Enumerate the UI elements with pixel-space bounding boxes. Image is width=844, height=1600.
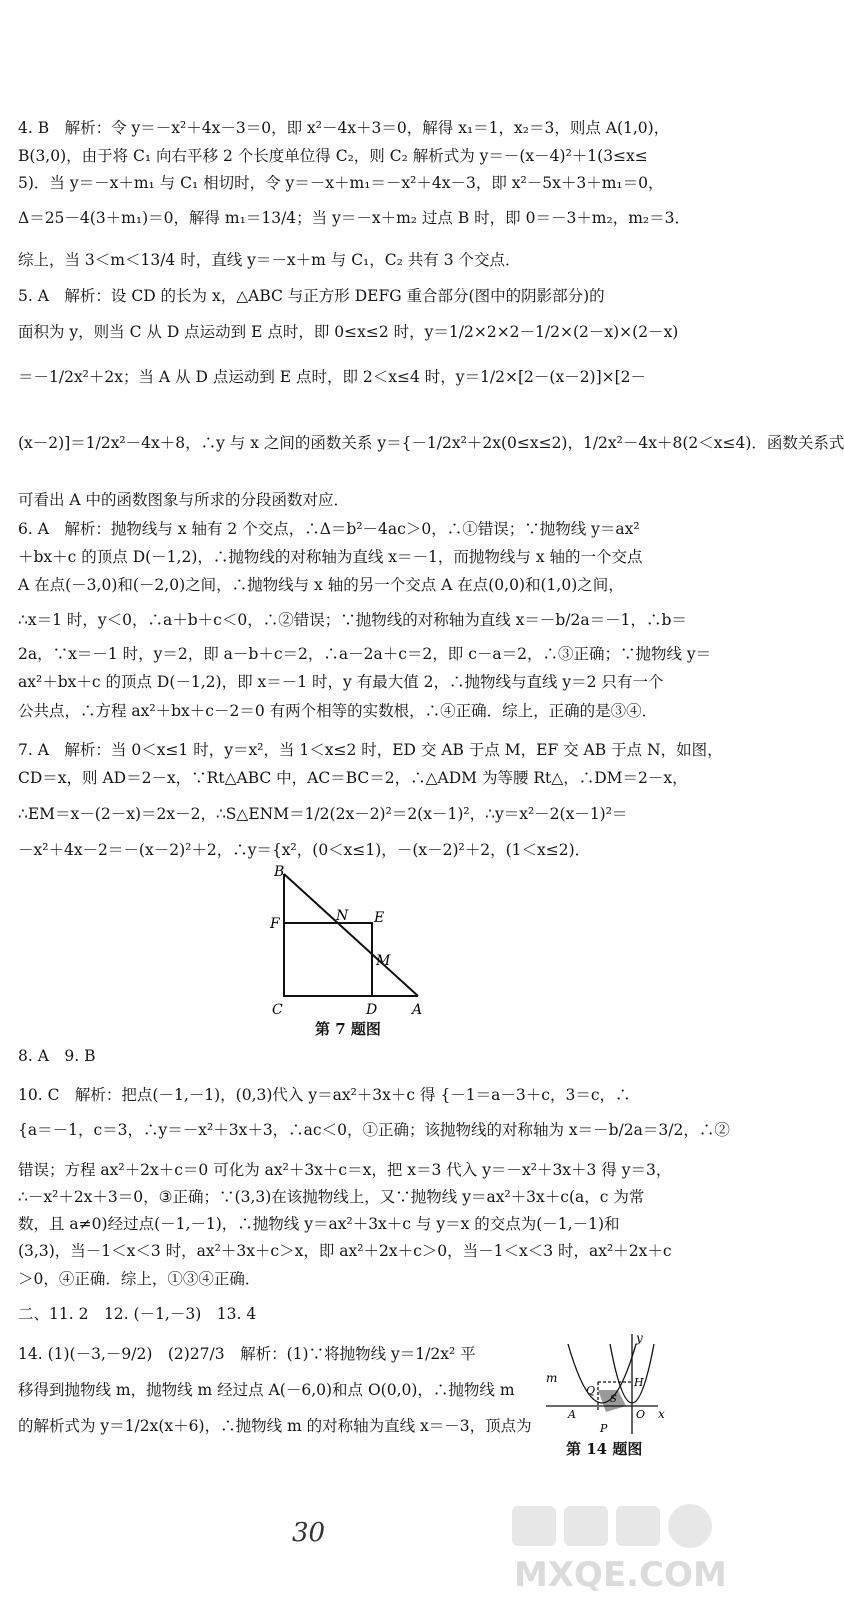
label-c: C — [272, 1002, 283, 1018]
label-a: A — [568, 1408, 576, 1421]
text-line: 数，且 a≠0)经过点(－1,－1)，∴抛物线 y＝ax²＋3x＋c 与 y＝x 的交点为(－1,－1)和 — [18, 1215, 620, 1233]
text-line: ＝－1/2x²＋2x；当 A 从 D 点运动到 E 点时，即 2＜x≤4 时，y＝1/2×[2－(x－2)]×[2－ — [18, 368, 647, 386]
text-line: 可看出 A 中的函数图象与所求的分段函数对应． — [18, 491, 350, 509]
text-line: 14. (1)(－3,－9/2) (2)27/3 解析：(1)∵将抛物线 y＝1/2x² 平 — [18, 1345, 476, 1363]
figure-14-diagram — [540, 1330, 670, 1440]
text-line: (3,3)，当－1＜x＜3 时，ax²＋3x＋c＞x，即 ax²＋2x＋c＞0，当－1＜x＜3 时，ax²＋2x＋c — [18, 1242, 672, 1260]
text-line: ∴EM＝x－(2－x)＝2x－2，∴S△ENM＝1/2(2x－2)²＝2(x－1)²，∴y＝x²－2(x－1)²＝ — [18, 805, 628, 823]
page-number: 30 — [292, 1518, 326, 1548]
text-line: 的解析式为 y＝1/2x(x＋6)，∴抛物线 m 的对称轴为直线 x＝－3，顶点为 — [18, 1417, 532, 1435]
text-line: －x²＋4x－2＝－(x－2)²＋2，∴y＝{x²，(0＜x≤1)，－(x－2)²＋2，(1＜x≤2)． — [18, 841, 591, 859]
text-line: 综上，当 3＜m＜13/4 时，直线 y＝－x＋m 与 C₁，C₂ 共有 3 个交点． — [18, 251, 521, 269]
text-line: ＞0，④正确．综上，①③④正确． — [18, 1270, 261, 1288]
label-d: D — [366, 1002, 378, 1018]
watermark-logo — [504, 1502, 734, 1595]
text-line: 面积为 y，则当 C 从 D 点运动到 E 点时，即 0≤x≤2 时，y＝1/2×2×2－1/2×(2－x)×(2－x) — [18, 323, 679, 341]
text-line: 10. C 解析：把点(－1,－1)，(0,3)代入 y＝ax²＋3x＋c 得 {－1＝a－3＋c，3＝c，∴ — [18, 1086, 631, 1104]
text-line: 4. B 解析：令 y＝－x²＋4x－3＝0，即 x²－4x＋3＝0，解得 x₁＝1，x₂＝3，则点 A(1,0)， — [18, 119, 670, 137]
square-defg — [284, 923, 372, 996]
label-h: H — [634, 1376, 644, 1389]
label-a: A — [412, 1002, 423, 1018]
text-line: 公共点，∴方程 ax²＋bx＋c－2＝0 有两个相等的实数根，∴④正确．综上，正确的是③④． — [18, 702, 658, 720]
line-ba — [284, 874, 418, 996]
text-line: 7. A 解析：当 0＜x≤1 时，y＝x²，当 1＜x≤2 时，ED 交 AB 于点 M，EF 交 AB 于点 N，如图， — [18, 741, 723, 759]
text-line: ax²＋bx＋c 的顶点 D(－1,2)，即 x＝－1 时，y 有最大值 2，∴抛物线与直线 y＝2 只有一个 — [18, 673, 664, 691]
text-line: 5)．当 y＝－x＋m₁ 与 C₁ 相切时，令 y＝－x＋m₁＝－x²＋4x－3，即 x²－5x＋3＋m₁＝0， — [18, 174, 664, 192]
text-line: (x－2)]＝1/2x²－4x＋8，∴y 与 x 之间的函数关系 y＝{－1/2x²＋2x(0≤x≤2)，1/2x²－4x＋8(2＜x≤4)．函数关系式 — [18, 434, 844, 452]
text-line: B(3,0)，由于将 C₁ 向右平移 2 个长度单位得 C₂，则 C₂ 解析式为 y＝－(x－4)²＋1(3≤x≤ — [18, 147, 648, 165]
label-n: N — [336, 908, 349, 924]
text-line: Δ＝25－4(3＋m₁)＝0，解得 m₁＝13/4；当 y＝－x＋m₂ 过点 B 时，即 0＝－3＋m₂，m₂＝3． — [18, 209, 690, 227]
text-line: 8. A 9. B — [18, 1047, 96, 1065]
label-e: E — [374, 910, 385, 926]
label-m: M — [376, 953, 391, 969]
text-line: ∴x＝1 时，y＜0，∴a＋b＋c＜0，∴②错误；∵抛物线的对称轴为直线 x＝－b/2a＝－1，∴b＝ — [18, 611, 687, 629]
text-line: ∴－x²＋2x＋3＝0，③正确；∵(3,3)在该抛物线上，又∵抛物线 y＝ax²＋3x＋c(a，c 为常 — [18, 1188, 645, 1206]
figure-7-caption: 第 7 题图 — [315, 1020, 381, 1038]
text-line: {a＝－1，c＝3，∴y＝－x²＋3x＋3，∴ac＜0，①正确；该抛物线的对称轴为 x＝－b/2a＝3/2，∴② — [18, 1121, 730, 1139]
text-line: 6. A 解析：抛物线与 x 轴有 2 个交点，∴Δ＝b²－4ac＞0，∴①错误；∵抛物线 y＝ax² — [18, 520, 640, 538]
label-y: y — [636, 1331, 643, 1345]
text-line: 移得到抛物线 m，抛物线 m 经过点 A(－6,0)和点 O(0,0)，∴抛物线 m — [18, 1381, 515, 1399]
label-p: P — [600, 1422, 608, 1435]
label-o: O — [636, 1408, 646, 1421]
watermark-text: MXQE.COM — [514, 1555, 727, 1595]
text-line: 错误；方程 ax²＋2x＋c＝0 可化为 ax²＋3x＋c＝x，把 x＝3 代入 y＝－x²＋3x＋3 得 y＝3， — [18, 1161, 672, 1179]
text-line: CD＝x，则 AD＝2－x，∵Rt△ABC 中，AC＝BC＝2，∴△ADM 为等腰 Rt△，∴DM＝2－x， — [18, 769, 688, 787]
label-x: x — [658, 1407, 665, 1421]
text-line: ＋bx＋c 的顶点 D(－1,2)，∴抛物线的对称轴为直线 x＝－1，而抛物线与 x 轴的一个交点 — [18, 548, 643, 566]
text-line: 2a，∵x＝－1 时，y＝2，即 a－b＋c＝2，∴a－2a＋c＝2，即 c－a＝2，∴③正确；∵抛物线 y＝ — [18, 645, 712, 663]
text-line: 5. A 解析：设 CD 的长为 x，△ABC 与正方形 DEFG 重合部分(图中的阴影部分)的 — [18, 287, 605, 305]
label-m: m — [546, 1371, 558, 1385]
text-line: 二、11. 2 12. (－1,－3) 13. 4 — [18, 1305, 257, 1323]
label-f: F — [270, 916, 280, 932]
label-q: Q — [586, 1384, 596, 1397]
text-line: A 在点(－3,0)和(－2,0)之间，∴抛物线与 x 轴的另一个交点 A 在点(0,0)和(1,0)之间， — [18, 576, 624, 594]
label-s: S — [610, 1394, 617, 1405]
figure-14-caption: 第 14 题图 — [566, 1440, 643, 1458]
label-b: B — [274, 864, 285, 880]
